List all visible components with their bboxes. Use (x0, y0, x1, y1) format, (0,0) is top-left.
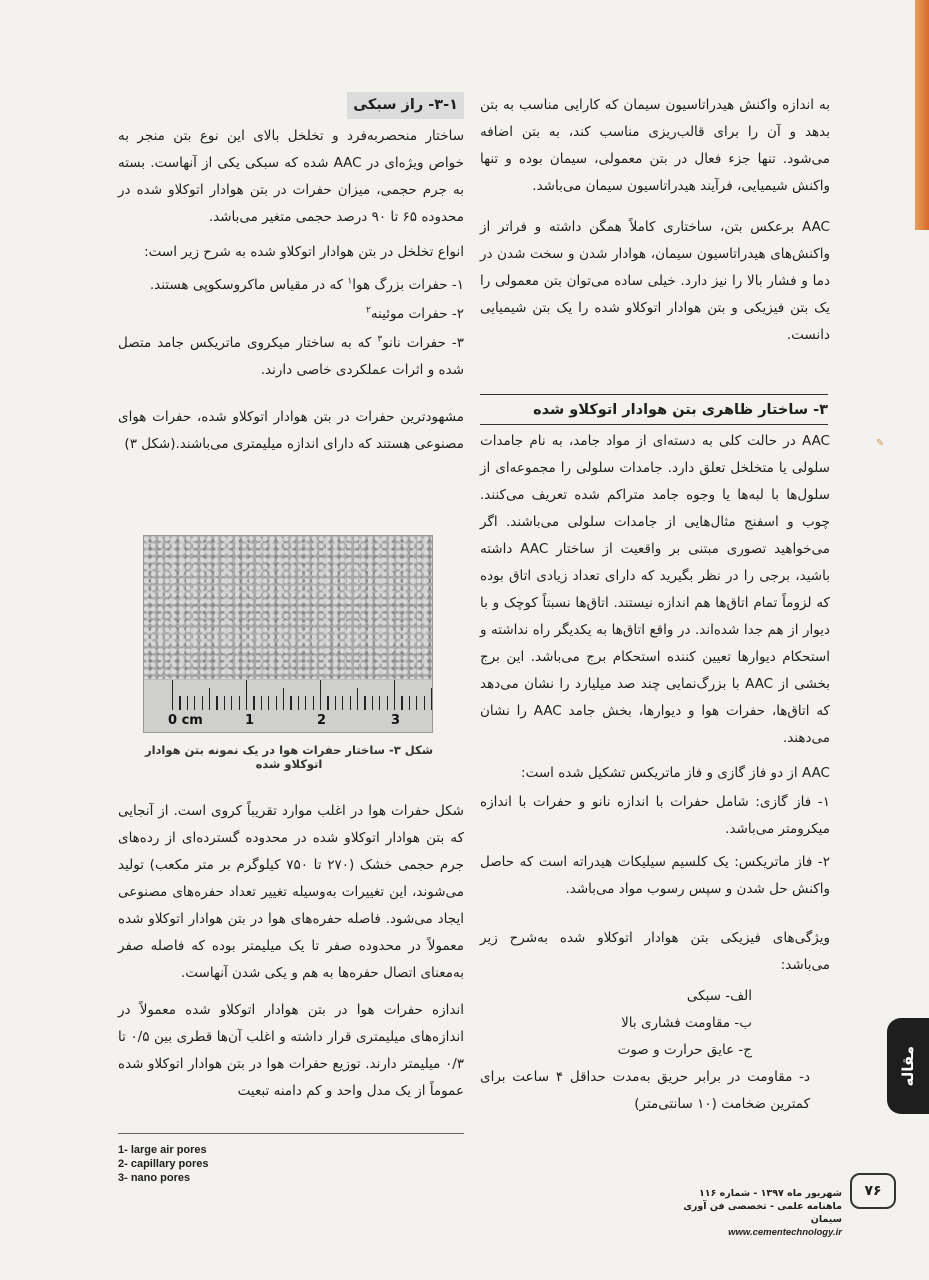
section-3-heading-text: ۳- ساختار ظاهری بتن هوادار اتوکلاو شده (533, 402, 828, 418)
ruler-tick (298, 696, 299, 710)
ruler-tick (246, 680, 247, 710)
footnote-item: 3- nano pores (118, 1172, 191, 1184)
ruler-label: 2 (317, 713, 327, 728)
margin-mark: ✎ (876, 438, 885, 449)
section-side-tab (887, 1018, 929, 1114)
ruler-tick (335, 696, 336, 710)
ruler-tick (394, 680, 395, 710)
pore-type-item: ۱- حفرات بزرگ هوا$^۱$ که در مقیاس ماکروسکوپی هستند. (149, 276, 464, 293)
ruler-tick (305, 696, 306, 710)
ruler-tick (179, 696, 180, 710)
left-paragraph-3: مشهودترین حفرات در بتن هوادار اتوکلاو شده، حفرات هوای مصنوعی هستند که دارای اندازه میلیمتری می‌باشند.(شکل ۳) (118, 409, 464, 452)
ruler-tick (416, 696, 417, 710)
ruler-tick (290, 696, 291, 710)
right-column (480, 92, 830, 363)
ruler-tick (261, 696, 262, 710)
footnote-item: 1- large air pores (118, 1144, 207, 1156)
journal-name: ماهنامه علمی - تخصصی فن آوری سیمان (683, 1201, 842, 1225)
ruler-tick (320, 680, 321, 710)
figure-3-caption: شکل ۳- ساختار حفرات هوا در یک نمونه بتن هوادار اتوکلاو شده (144, 743, 434, 771)
ruler-tick (253, 696, 254, 710)
right-paragraph-6: ۲- فاز ماتریکس: یک کلسیم سیلیکات هیدراته است که حاصل واکنش حل شدن و سپس رسوب مواد می‌باشد. (480, 854, 830, 897)
figure-3-aac-pore-photo (143, 535, 433, 733)
properties-list (480, 983, 830, 1064)
ruler-tick (424, 696, 425, 710)
ruler-tick (231, 696, 232, 710)
ruler-label: 3 (391, 713, 401, 728)
footnote-item: 2- capillary pores (118, 1158, 209, 1170)
ruler-tick (313, 696, 314, 710)
property-item: ب- مقاومت فشاری بالا (621, 1015, 752, 1031)
right-paragraph-4: AAC از دو فاز گازی و فاز ماتریکس تشکیل شده است: (521, 765, 830, 781)
pore-type-item: ۳- حفرات نانو$^۳$ که به ساختار میکروی ماتریکس جامد متصل شده و اثرات عملکردی خاصی دارند. (118, 334, 464, 378)
pore-type-item: ۲- حفرات موئینه$^۲$ (366, 305, 464, 322)
right-paragraph-2: AAC برعکس بتن، ساختاری کاملاً همگن داشته و فراتر از واکنش‌های هیدراتاسیون سیمان، هوادار شدن و سخت شدن در دما و فشار بالا را نیز دارد. خیلی ساده می‌توان بتن معمولی را یک بتن فیزیکی و بتن هوادار اتوکلاو شده را یک بتن شیمیایی دانست. (480, 219, 830, 343)
ruler-tick (224, 696, 225, 710)
ruler-tick (350, 696, 351, 710)
right-paragraph-7: ویژگی‌های فیزیکی بتن هوادار اتوکلاو شده به‌شرح زیر می‌باشد: (480, 930, 830, 973)
property-item: د- مقاومت در برابر حریق به‌مدت حداقل ۴ ساعت برای کمترین ضخامت (۱۰ سانتی‌متر) (480, 1069, 810, 1112)
ruler-tick (239, 696, 240, 710)
ruler-tick (379, 696, 380, 710)
left-column-lower (118, 798, 464, 1105)
property-item: ج- عایق حرارت و صوت (617, 1042, 752, 1058)
footnotes (118, 1143, 209, 1185)
right-column-lower (480, 428, 830, 1118)
website-link[interactable]: www.cementechnology.ir (728, 1227, 842, 1238)
page-number: ۷۶ (850, 1173, 896, 1209)
section-3-1-heading (118, 92, 464, 119)
ruler-label: 0 cm (168, 713, 203, 728)
right-paragraph-5: ۱- فاز گازی: شامل حفرات با اندازه نانو و حفرات با اندازه میکرومتر می‌باشد. (480, 794, 830, 837)
ruler-tick (357, 688, 358, 710)
footnote-divider (118, 1133, 464, 1134)
ruler-tick (187, 696, 188, 710)
page-edge-strip (915, 0, 929, 230)
issue-line: شهریور ماه ۱۳۹۷ - شماره ۱۱۶ (698, 1188, 842, 1199)
ruler-tick (268, 696, 269, 710)
publication-info (680, 1187, 842, 1239)
section-3-heading (480, 398, 828, 425)
ruler-tick (372, 696, 373, 710)
ruler-tick (409, 696, 410, 710)
heading-top-rule (480, 394, 828, 395)
ruler-tick (401, 696, 402, 710)
left-paragraph-1: ساختار منحصربه‌فرد و تخلخل بالای این نوع بتن منجر به خواص ویژه‌ای در AAC شده که سبکی یکی از آنهاست. بسته به جرم حجمی، میزان حفرات در بتن هوادار اتوکلاو شده در محدوده ۶۵ تا ۹۰ درصد حجمی متغیر می‌باشد. (118, 128, 464, 225)
ruler-label: 1 (245, 713, 255, 728)
ruler-tick (276, 696, 277, 710)
right-paragraph-1: به اندازه واکنش هیدراتاسیون سیمان که کارایی مناسب به بتن بدهد و آن را برای قالب‌ریزی مناسب کند، به بتن اضافه می‌شود. تنها جزء فعال در بتن معمولی، سیمان بوده و تنها واکنش شیمیایی، فرآیند هیدراتاسیون سیمان می‌باشد. (480, 97, 830, 194)
left-paragraph-5: اندازه حفرات هوا در بتن هوادار اتوکلاو شده معمولاً در اندازه‌های میلیمتری قرار داشته و اغلب آن‌ها قطری بین ۰/۵ تا ۰/۳ میلیمتر دارند. توزیع حفرات هوا در بتن هوادار اتوکلاو شده عموماً از یک مدل واحد و کم دامنه تبعیت (118, 1002, 464, 1099)
left-paragraph-2: انواع تخلخل در بتن هوادار اتوکلاو شده به شرح زیر است: (144, 244, 464, 260)
ruler-tick (431, 688, 432, 710)
side-tab-label: مقاله (899, 1045, 917, 1087)
ruler-tick (216, 696, 217, 710)
section-3-1-heading-text: ۳-۱- راز سبکی (347, 92, 464, 119)
ruler-tick (172, 680, 173, 710)
ruler-tick (327, 696, 328, 710)
ruler-tick (342, 696, 343, 710)
ruler-tick (202, 696, 203, 710)
left-paragraph-4: شکل حفرات هوا در اغلب موارد تقریباً کروی است. از آنجایی که بتن هوادار اتوکلاو شده در محدوده گسترده‌ای از رده‌های جرم حجمی خشک (۲۷۰ تا ۷۵۰ کیلوگرم بر متر مکعب) تولید می‌شوند، این تغییرات به‌وسیله تغییر تعداد حفره‌های مصنوعی ایجاد می‌شود. فاصله حفره‌های هوا در بتن هوادار اتوکلاو شده معمولاً در محدوده صفر تا یک میلیمتر بوده که فاصله صفر به‌معنای اتصال حفره‌ها به هم و یکی شدن آنهاست. (118, 803, 465, 981)
ruler-tick (364, 696, 365, 710)
right-paragraph-3: AAC در حالت کلی به دسته‌ای از مواد جامد، به نام جامدات سلولی یا متخلخل تعلق دارد. جامدات سلولی را مجموعه‌ای از سلول‌ها با لبه‌ها یا وجوه جامد متراکم شده تعریف می‌کنند. چوب و اسفنج مثال‌هایی از جامدات سلولی می‌باشند. اگر می‌خواهید تصوری مبتنی بر واقعیت از ساختار AAC داشته باشید، برجی را در نظر بگیرید که دارای تعداد زیادی اتاق بوده که لزوماً تمام اتاق‌ها هم اندازه نیستند. اتاق‌ها نسبتاً کوچک و با دیوار از هم جدا شده‌اند. در واقع اتاق‌ها به یکدیگر راه نداشته و استحکام دیوارها تعیین کننده استحکام برج می‌باشد. این برج بخشی از AAC با بزرگ‌نمایی چند صد میلیارد را نشان می‌دهد که اتاق‌ها، حفرات هوا و دیوارها، بخش جامد AAC را نشان می‌دهند. (480, 433, 831, 746)
property-item: الف- سبکی (686, 988, 752, 1004)
ruler-tick (283, 688, 284, 710)
ruler-tick (387, 696, 388, 710)
ruler-tick (194, 696, 195, 710)
ruler-scale (144, 679, 432, 732)
ruler-tick (209, 688, 210, 710)
left-column (118, 92, 464, 458)
